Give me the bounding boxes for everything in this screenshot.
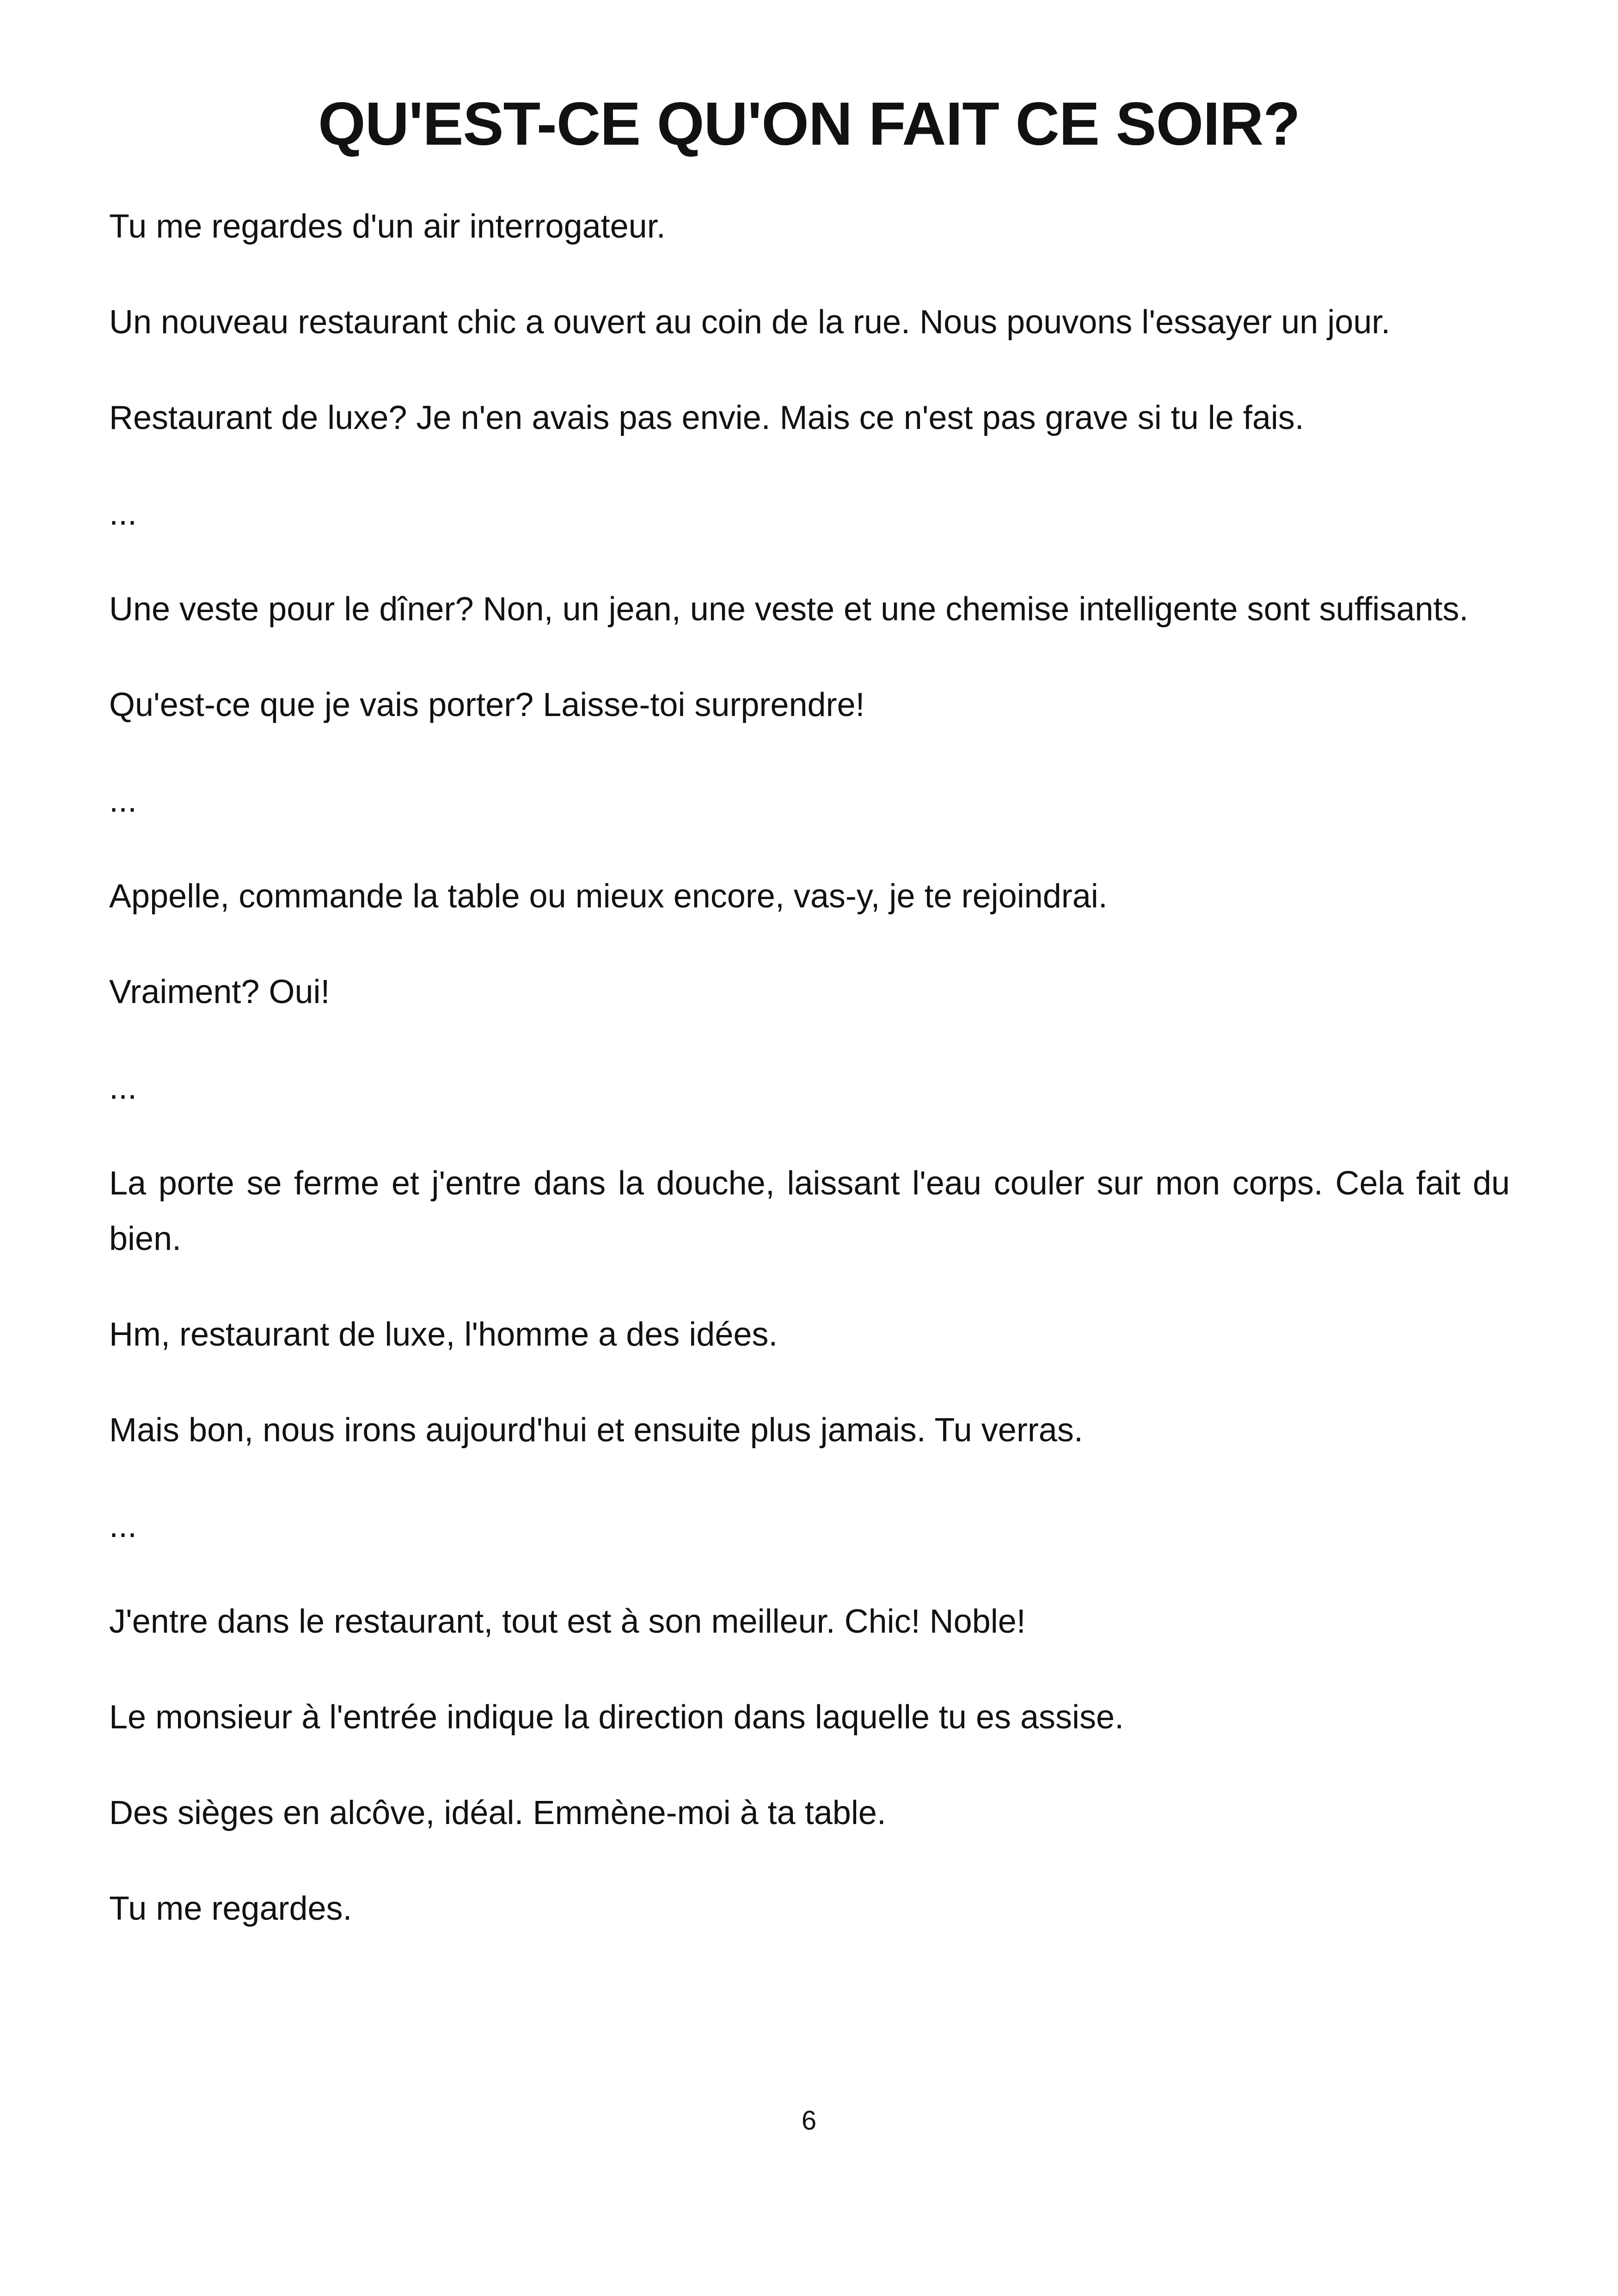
paragraph: Qu'est-ce que je vais porter? Laisse-toi surprendre! <box>109 686 865 723</box>
paragraph: Restaurant de luxe? Je n'en avais pas envie. Mais ce n'est pas grave si tu le fais. <box>109 399 1304 436</box>
paragraph: Tu me regardes. <box>109 1890 352 1927</box>
ellipsis-separator: ... <box>109 1069 137 1106</box>
paragraph: Hm, restaurant de luxe, l'homme a des idées. <box>109 1316 778 1353</box>
page-number: 6 <box>801 2106 817 2136</box>
paragraph: J'entre dans le restaurant, tout est à son meilleur. Chic! Noble! <box>109 1603 1026 1640</box>
ellipsis-separator: ... <box>109 1507 137 1544</box>
page-title: QU'EST-CE QU'ON FAIT CE SOIR? <box>318 90 1300 158</box>
paragraph: La porte se ferme et j'entre dans la douche, laissant l'eau couler sur mon corps. Cela fait du bien. <box>109 1165 1510 1257</box>
ellipsis-separator: ... <box>109 495 137 532</box>
paragraph: Appelle, commande la table ou mieux encore, vas-y, je te rejoindrai. <box>109 878 1108 915</box>
paragraph: Vraiment? Oui! <box>109 974 330 1010</box>
paragraph: Le monsieur à l'entrée indique la direction dans laquelle tu es assise. <box>109 1699 1124 1736</box>
body-text <box>109 199 1510 1977</box>
paragraph: Un nouveau restaurant chic a ouvert au coin de la rue. Nous pouvons l'essayer un jour. <box>109 304 1391 341</box>
paragraph: Une veste pour le dîner? Non, un jean, une veste et une chemise intelligente sont suffisants. <box>109 591 1469 628</box>
paragraph: Mais bon, nous irons aujourd'hui et ensuite plus jamais. Tu verras. <box>109 1412 1083 1449</box>
paragraph: Tu me regardes d'un air interrogateur. <box>109 208 666 245</box>
paragraph: Des sièges en alcôve, idéal. Emmène-moi à ta table. <box>109 1794 886 1831</box>
ellipsis-separator: ... <box>109 782 137 819</box>
